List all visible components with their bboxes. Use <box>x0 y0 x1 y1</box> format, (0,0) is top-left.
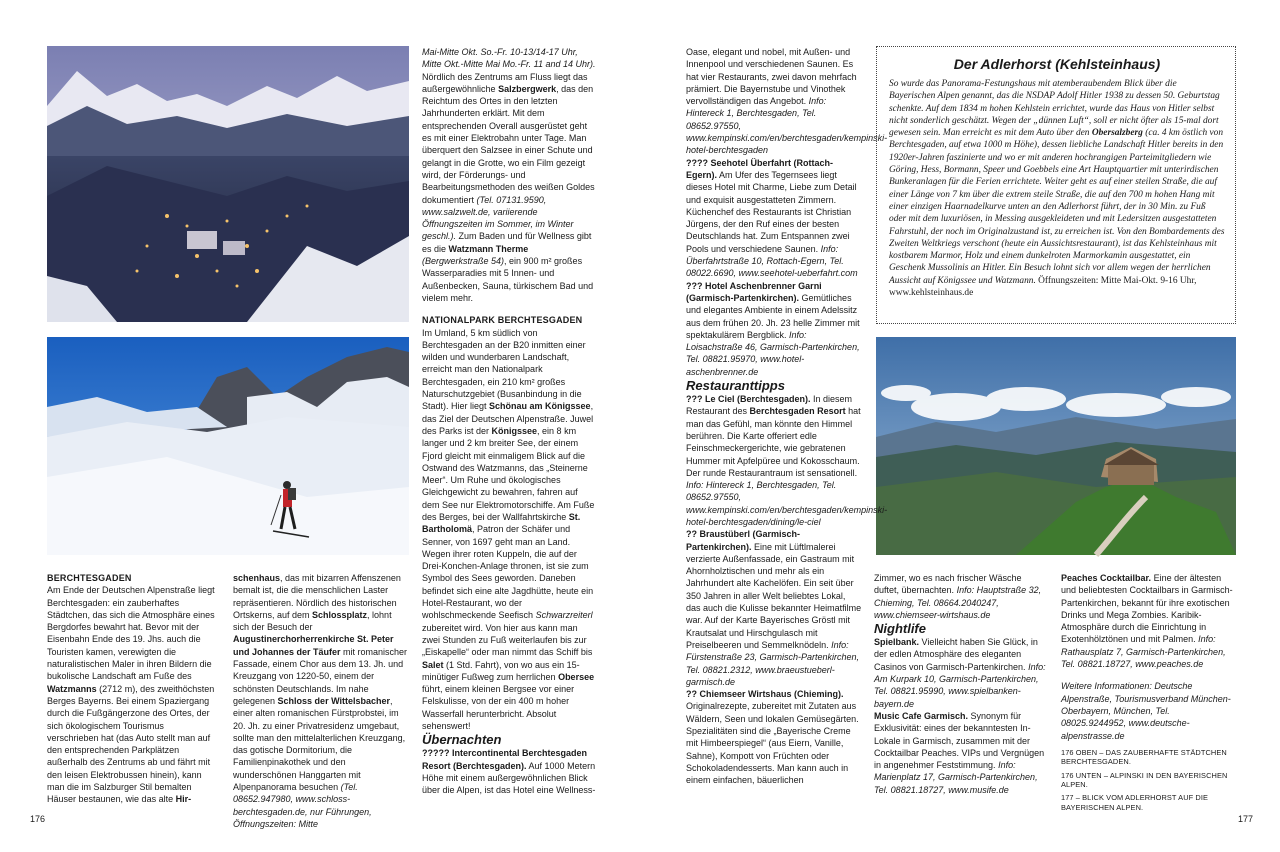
caption: 176 OBEN – DAS ZAUBERHAFTE STÄDTCHEN BERCHTESGADEN. <box>1061 747 1227 767</box>
paragraph: ????? Intercontinental Berchtesgaden Resort (Berchtesgaden). Auf 1000 Metern Höhe mit einem außergewöhnlichen Blick über die Alpen, ist das Hotel eine Wellness- <box>422 748 596 796</box>
paragraph: Music Cafe Garmisch. Synonym für Exklusivität: eines der bekanntesten In-Lokale in Garmisch, zusammen mit der Cocktailbar Peaches. VIPs und Vergnügen in angenehmer Feststimmung. Info: Marienplatz 17, Garmisch-Partenkirchen, Tel. 08821.18727, www.musife.de <box>874 710 1045 795</box>
heading-berchtesgaden: BERCHTESGADEN <box>47 573 132 583</box>
paragraph: Am Ende der Deutschen Alpenstraße liegt Berchtesgaden: ein zauberhaftes Städtchen, das sich die Atmosphäre eines Bergdorfes bewahrt hat. Bevor mit der Eisenbahn Ende des 19. Jhs. auch die Touristen kamen, verewigten die naturalistischen Maler in ihren Bildern die bukolische Landschaft am Fuße des Watzmanns (2712 m), des zweithöchsten Berges Bayerns. Bei einem Spaziergang durch die Fußgängerzone des Ortes, der sich ökologischem Tourismus verschrieben hat (das Auto stellt man auf den entsprechenden Parkplätzen außerhalb des Zentrums ab und fährt mit den leisen Elektrobussen hinein), kann man die im Salzburger Stil bemalten Häuser bestaunen, wie das alte Hir- <box>47 585 215 805</box>
paragraph: Mai-Mitte Okt. So.-Fr. 10-13/14-17 Uhr, Mitte Okt.-Mitte Mai Mo.-Fr. 11 and 14 Uhr). Nördlich des Zentrums am Fluss liegt das außergewöhnliche Salzbergwerk, das den Reichtum des Ortes in den letzten Jahrhunderten erklärt. Mit dem entsprechenden Overall ausgerüstet geht es mit einer Elektrobahn unter Tage. Man überquert den Salzsee in einer Schute und gelangt in die Grotte, wo ein Film gezeigt wird, der Förderungs- und Bearbeitungsmethoden des weißen Goldes dokumentiert (Tel. 07131.9590, www.salzwelt.de, variierende Öffnungszeiten im Sommer, im Winter geschl.). Zum Baden und für Wellness gibt es die Watzmann Therme (Bergwerkstraße 54), ein 900 m² großes Wasserparadies mit 5 Innen- und Außenbecken, Sauna, türkischem Bad und vielem mehr. <box>422 47 596 303</box>
paragraph: schenhaus, das mit bizarren Affenszenen bemalt ist, die die menschlichen Laster repräsentieren. Nördlich des historischen Ortskerns, auf dem Schlossplatz, lohnt sich der Besuch der Augustinerchorherrenkirche St. Peter und Johannes der Täufer mit romanischer Fassade, einem Chor aus dem 13. Jh. und Kreuzgang von 1220-50, einem der schönsten Deutschlands. Im nahe gelegenen Schloss der Wittelsbacher, einer alten romanischen Fürstprobstei, im 20. Jh. zu einer Privatresidenz umgebaut, sollte man den mittelalterlichen Kreuzgang, das gotische Dormitorium, die Familienpinakothek und den wunderschönen Hanggarten mit Alpenpanorama besuchen (Tel. 08652.947980, www.schloss-berchtesgaden.de, nur Führungen, Öffnungszeiten: Mitte <box>233 573 408 829</box>
caption: 177 – BLICK VOM ADLERHORST AUF DIE BAYERISCHEN ALPEN. <box>1061 793 1209 812</box>
paragraph: Zimmer, wo es nach frischer Wäsche duftet, übernachten. Info: Hauptstraße 32, Chieming, Tel. 08664.2040247, www.chiemseer-wirtshaus.de <box>874 573 1042 620</box>
text-column-6 <box>1061 572 1237 812</box>
caption: 176 UNTEN – ALPINSKI IN DEN BAYERISCHEN ALPEN. <box>1061 770 1228 790</box>
paragraph: ??? Le Ciel (Berchtesgaden). In diesem Restaurant des Berchtesgaden Resort hat man das Gefühl, man könnte den Himmel berühren. Die Karte offeriert edle Feinschmeckergerichte, wie gebratenen Hummer mit Apfelpüree und Kokosschaum. Der runde Restaurantraum ist sensationell. Info: Hintereck 1, Berchtesgaden, Tel. 08652.97550, www.kempinski.com/en/berchtesgaden/kempinski-hotel-berchtesgaden/dining/le-ciel <box>686 394 888 527</box>
photo-captions <box>1061 748 1237 812</box>
heading-nationalpark: NATIONALPARK BERCHTESGADEN <box>422 315 583 326</box>
paragraph: ?? Chiemseer Wirtshaus (Chieming). Originalrezepte, zubereitet mit Zutaten aus Wäldern, Seen und lokalen Gemüsegärten. Spezialitäten sind die „Bayerische Creme mit Himbeerspiegel“ (aus Eiern, Vanille, Sahne), Kompott von Früchten oder Schokoladendesserts. Man kann auch in einem einfachen, bäuerlichen <box>686 689 859 786</box>
text-column-2 <box>233 572 409 829</box>
text-column-3 <box>422 46 596 814</box>
box-title: Der Adlerhorst (Kehlsteinhaus) <box>953 56 1161 72</box>
page-number-right: 177 <box>1238 814 1254 824</box>
paragraph: ???? Seehotel Überfahrt (Rottach-Egern). Am Ufer des Tegernsees liegt dieses Hotel mit Charme, Liebe zum Detail und exquisit ausgestatteten Zimmern. Küchenchef des Restaurants ist Christian Jürgens, der den Ruf eines der besten Deutschlands hat. Zum Entspannen zwei Pools und verschiedene Saunen. Info: Überfahrtstraße 10, Rottach-Egern, Tel. 08022.6690, www.seehotel-ueberfahrt.com <box>686 157 858 279</box>
photo-berchtesgaden-town <box>47 46 409 322</box>
further-info: Weitere Informationen: Deutsche Alpenstraße, Tourismusverband München-Oberbayern, München, Tel. 08025.9244952, www.deutsche-alpenstrasse.de <box>1061 681 1231 741</box>
paragraph: ??? Hotel Aschenbrenner Garni (Garmisch-Partenkirchen). Gemütliches und elegantes Ambiente in einem Adelssitz aus dem frühen 20. Jh. 23 helle Zimmer mit spektakulärem Bergblick. Info: Loisachstraße 46, Garmisch-Partenkirchen, Tel. 08821.95970, www.hotel-aschenbrenner.de <box>686 280 860 377</box>
photo-adlerhorst-view <box>876 337 1236 555</box>
paragraph: ?? Braustüberl (Garmisch-Partenkirchen). Eine mit Lüftlmalerei verzierte Außenfassade, ein Gastraum mit Ahornholztischen und mehr als ein Jahrhundert alte Kachelöfen. Ein seit über 350 Jahren in aller Welt beliebtes Lokal, das auch die Kulisse bekannter Heimatfilme war. Auf der Karte Bayerisches Gröstl mit Krautsalat und Hirschgulasch mit Preiselbeeren und Semmelknödeln. Info: Fürstenstraße 23, Garmisch-Partenkirchen, Tel. 08821.2312, www.braeustueberl-garmisch.de <box>686 529 862 687</box>
sidebar-box-adlerhorst <box>876 46 1236 324</box>
heading-nightlife: Nightlife <box>874 621 926 637</box>
text-column-5 <box>874 572 1046 812</box>
paragraph: Peaches Cocktailbar. Eine der ältesten und beliebtesten Cocktailbars in Garmisch-Partenkirchen, bekannt für ihre exotischen Drinks und Mega Zombies. Karibik-Atmosphäre durch die Einrichtung in Exotenhölztönen und mit Palmen. Info: Rathausplatz 7, Garmisch-Partenkirchen, Tel. 08821.18727, www.peaches.de <box>1061 573 1233 670</box>
paragraph: Im Umland, 5 km südlich von Berchtesgaden an der B20 inmitten einer wilden und wunderbaren Landschaft, erreicht man den Nationalpark Berchtesgaden, ein 210 km² großes Naturschutzgebiet (Busanbindung in die Stadt). Hier liegt Schönau am Königssee, das Ziel der Deutschen Alpenstraße. Juwel des Parks ist der Königssee, ein 8 km langer und 2 km breiter See, der einem Fjord gleicht mit einmaligem Blick auf die Ostwand des Watzmanns, das „Steinerne Meer“. Um Ruhe und ökologisches Gleichgewicht zu bewahren, fahren auf dem See nur Elektromotorschiffe. Am Fuße des Berges, bei der Wallfahrtskirche St. Bartholomä, Patron der Schäfer und Senner, von 1697 geht man an Land. Wegen ihrer roten Kuppeln, die auf der Drei-Konchen-Anlage thronen, ist sie zum Symbol des Sees geworden. Daneben befindet sich eine alte Jagdhütte, heute ein Hotel-Restaurant, wo der wohlschmeckende Seefisch Schwarzreiterl zubereitet wird. Von hier aus kann man zwei Stunden zu Fuß weiterlaufen bis zur „Eiskapelle“ oder man nimmt das Schiff bis Salet (1 Std. Fahrt), von wo aus ein 15-minütiger Fußweg zum herrlichen Obersee führt, einem kleinen Bergsee vor einer Felskulisse, von der ein 400 m hoher Wasserfall herunterbricht. Absolut sehenswert! <box>422 327 595 732</box>
paragraph: Oase, elegant und nobel, mit Außen- und Innenpool und verschiedenen Saunen. Es hat vier Restaurants, zwei davon mehrfach prämiert. Die Bayernstube und Vinothek vervollständigen das Angebot. Info: Hintereck 1, Berchtesgaden, Tel. 08652.97550, www.kempinski.com/en/berchtesgaden/kempinski-hotel-berchtesgaden <box>686 47 888 156</box>
paragraph: Spielbank. Vielleicht haben Sie Glück, in der edlen Atmosphäre des eleganten Casinos von Garmisch-Partenkirchen. Info: Am Kurpark 10, Garmisch-Partenkirchen, Tel. 08821.95990, www.spielbanken-bayern.de <box>874 637 1046 709</box>
heading-restauranttipps: Restauranttipps <box>686 378 785 394</box>
heading-uebernachten: Übernachten <box>422 732 502 748</box>
text-column-4 <box>686 46 888 814</box>
page-number-left: 176 <box>30 814 46 824</box>
box-paragraph: So wurde das Panorama-Festungshaus mit atemberaubendem Blick über die Bayerischen Alpen genannt, das die NSDAP Adolf Hitler 1938 zu dessen 50. Geburtstag schenkte. Auf dem 1834 m hohen Kehlstein errichtet, wurde das Haus von Hitler selbst nicht sonderlich geschätzt. Wegen der „dünnen Luft“, soll er nicht öfter als 15-mal dort gewesen sein. Man erreicht es mit dem Auto über den Obersalzberg (ca. 4 km östlich von Berchtesgaden, auf etwa 1000 m Höhe), dessen liebliche Landschaft Hitler bereits in den 1920er-Jahren faszinierte und wo er mit anderen hochrangigen Parteimitgliedern wie Göring, Hess, Bormann, Speer und Goebbels eine Art Hauptquartier mit unterirdischen Bunkeranlagen für die Ferien errichtete. Weiter geht es auf einer steilen Straße, die auf einer Länge von 7 km über die extrem steile Straße, die auf den 700 m hohen Hang mit einer einzigen Haarnadelkurve unten an den Adlerhorst führt, der in 30 Min. zu Fuß oder mit dem luxuriösen, in Messing ausgekleideten und mit Ledersitzen ausgestatteten Fahrstuhl, der noch im Originalzustand ist, zu erreichen ist. Von den Bombardements des Zweiten Weltkriegs verschont (heute ein Aussichtsrestaurant), ist das Kehlsteinhaus mit kostbarem Marmor, Holz und einem dunkelroten Marmorkamin ausgestattet, ein Geschenk Mussolinis an Hitler. Ein Besuch lohnt sich vor allem wegen der herrlichen Aussicht auf Königssee und Watzmann. Öffnungszeiten: Mitte Mai-Okt. 9-16 Uhr, www.kehlsteinhaus.de <box>889 79 1225 299</box>
photo-alpine-skier <box>47 337 409 555</box>
text-column-1 <box>47 572 217 812</box>
